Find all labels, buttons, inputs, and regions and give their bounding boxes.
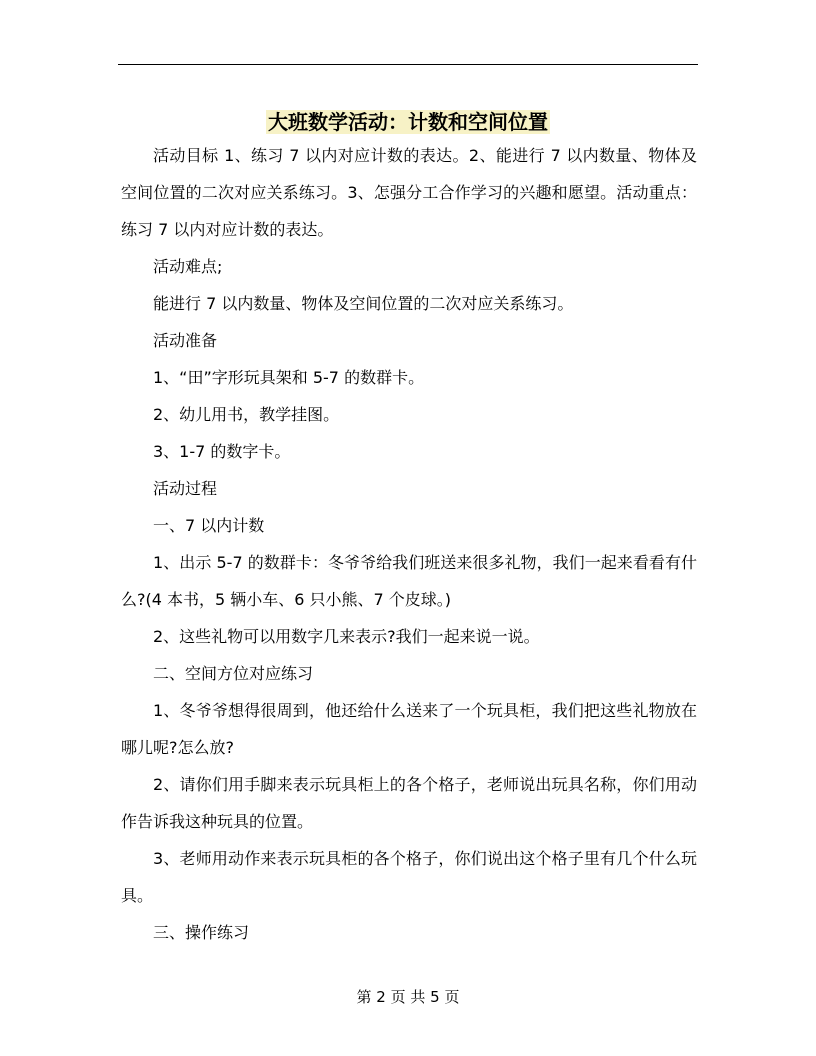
paragraph-difficulty: 能进行 7 以内数量、物体及空间位置的二次对应关系练习。 [153, 294, 574, 313]
paragraph-preparation-1: 1、“田”字形玩具架和 5-7 的数群卡。 [153, 368, 425, 387]
paragraph-section-1-step-2: 2、这些礼物可以用数字几来表示?我们一起来说一说。 [153, 627, 540, 646]
paragraph-section-2-step-3: 3、老师用动作来表示玩具柜的各个格子，你们说出这个格子里有几个什么玩具。 [121, 849, 697, 905]
paragraph-preparation-3: 3、1-7 的数字卡。 [153, 442, 291, 461]
paragraph-goals: 活动目标 1、练习 7 以内对应计数的表达。2、能进行 7 以内数量、物体及空间位置的二次对应关系练习。3、怎强分工合作学习的兴趣和愿望。活动重点：练习 7 以内对应计数的表达。 [121, 146, 697, 239]
paragraph-section-2-step-1: 1、冬爷爷想得很周到，他还给什么送来了一个玩具柜，我们把这些礼物放在哪儿呢?怎么放? [121, 701, 697, 757]
paragraph-process-heading: 活动过程 [153, 479, 218, 498]
paragraph-preparation-2: 2、幼儿用书，教学挂图。 [153, 405, 340, 424]
header-rule [118, 64, 698, 65]
paragraph-difficulty-heading: 活动难点; [153, 257, 223, 276]
document-title [0, 108, 816, 136]
document-body [121, 137, 697, 951]
paragraph-section-1-step-1: 1、出示 5-7 的数群卡：冬爷爷给我们班送来很多礼物，我们一起来看看有什么?(4 本书，5 辆小车、6 只小熊、7 个皮球。) [121, 553, 697, 609]
paragraph-section-2: 二、空间方位对应练习 [153, 664, 314, 683]
paragraph-section-3: 三、操作练习 [153, 923, 250, 942]
paragraph-section-1: 一、7 以内计数 [153, 516, 265, 535]
page-number: 第 2 页 共 5 页 [356, 988, 460, 1006]
paragraph-preparation-heading: 活动准备 [153, 331, 218, 350]
document-title-text: 大班数学活动：计数和空间位置 [268, 110, 548, 135]
paragraph-section-2-step-2: 2、请你们用手脚来表示玩具柜上的各个格子，老师说出玩具名称，你们用动作告诉我这种玩具的位置。 [121, 775, 697, 831]
